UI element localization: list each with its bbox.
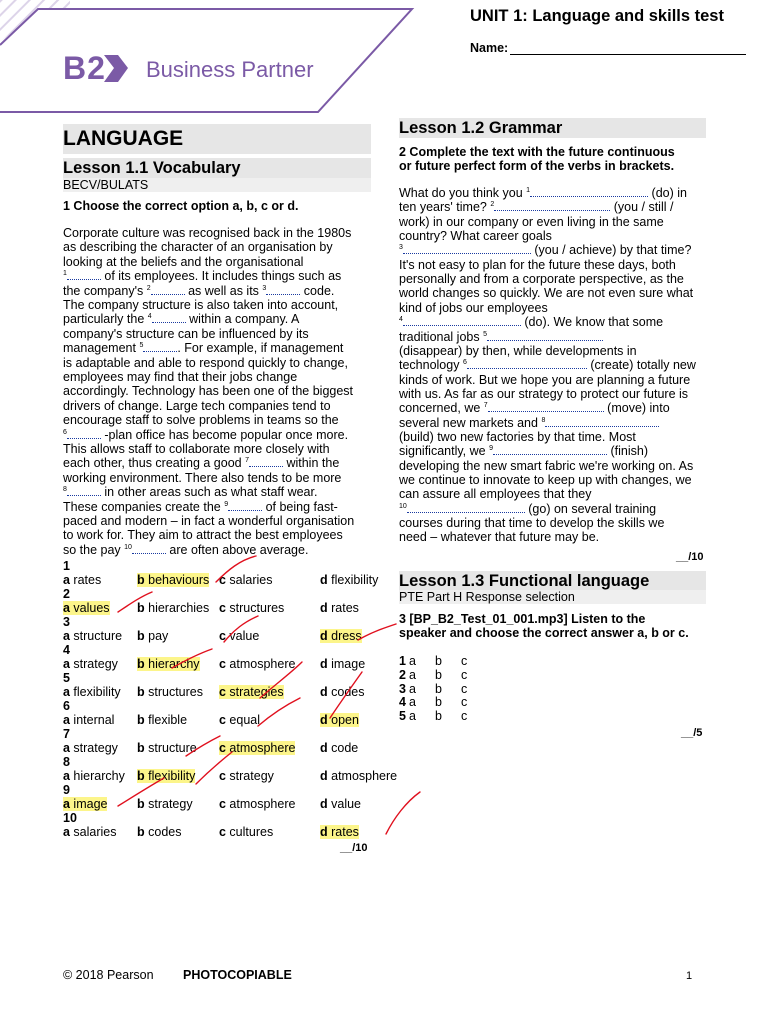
name-label: Name:: [470, 41, 509, 55]
option-text: structures: [225, 600, 285, 615]
passage-line: [63, 442, 330, 456]
passage-text: (do). We know that some: [520, 315, 664, 330]
listening-option-a[interactable]: a: [409, 667, 416, 682]
passage-text: working environment. There also tends to be more: [63, 470, 342, 485]
grammar-score[interactable]: __/10: [676, 551, 704, 563]
option-text: salaries: [225, 573, 273, 587]
passage-line: [63, 543, 308, 557]
option-text: code: [327, 740, 359, 755]
option-a[interactable]: a strategy: [63, 740, 118, 755]
passage-line: [63, 413, 339, 427]
passage-text: (create) totally new: [586, 358, 696, 373]
passage-line: [399, 530, 599, 544]
gap-number: 8: [541, 416, 546, 424]
option-text: structure: [144, 740, 197, 755]
option-text: internal: [69, 712, 115, 727]
listening-number: 4: [399, 695, 406, 710]
option-d[interactable]: d code: [320, 740, 359, 755]
passage-line: [399, 444, 648, 458]
option-d[interactable]: d value: [320, 796, 361, 811]
footer-page-number: 1: [686, 970, 693, 982]
logo-business-partner: Business Partner: [146, 57, 314, 82]
option-c[interactable]: c structures: [219, 600, 285, 615]
option-text: pay: [144, 628, 169, 643]
passage-text: several new markets and: [399, 415, 542, 430]
option-text: flexibility: [144, 768, 196, 783]
passage-line: [399, 401, 670, 415]
passage-line: [399, 430, 636, 444]
option-a[interactable]: a structure: [63, 628, 123, 643]
listening-option-b[interactable]: b: [435, 667, 442, 682]
option-a[interactable]: a internal: [63, 712, 115, 727]
passage-line: [399, 215, 664, 229]
option-c[interactable]: c strategies: [219, 684, 284, 699]
passage-text: particularly the: [63, 312, 148, 327]
passage-line: [63, 240, 333, 254]
option-c[interactable]: c atmosphere: [219, 796, 296, 811]
option-d[interactable]: d dress: [320, 628, 362, 643]
passage-line: [399, 286, 693, 300]
option-c[interactable]: c value: [219, 628, 260, 643]
logo-b2: B2: [63, 50, 106, 86]
option-text: hierarchy: [144, 656, 200, 671]
passage-line: [63, 341, 343, 355]
gap-number: 4: [399, 316, 403, 324]
passage-line: [399, 473, 692, 487]
option-a[interactable]: a strategy: [63, 656, 118, 671]
passage-text: (build) two new factories by that time. Most: [399, 429, 636, 444]
option-text: structure: [69, 628, 123, 643]
passage-text: (move) into: [603, 401, 670, 416]
gap-blank[interactable]: [249, 456, 283, 467]
question-options-row: [63, 629, 373, 643]
passage-text: significantly, we: [399, 444, 490, 459]
passage-line: [399, 258, 676, 272]
gap-blank[interactable]: [493, 444, 607, 455]
listening-option-a[interactable]: a: [409, 654, 416, 668]
gap-number: 8: [63, 486, 67, 494]
passage-text: need – whatever that future may be.: [399, 530, 600, 545]
passage-line: [399, 416, 659, 430]
option-b[interactable]: b structures: [137, 684, 203, 699]
passage-text: . For example, if management: [177, 341, 344, 356]
passage-text: of being fast-: [262, 499, 338, 514]
option-text: codes: [144, 824, 182, 839]
gap-blank[interactable]: [67, 269, 101, 280]
question-number: 3: [63, 614, 70, 629]
gap-number: 2: [146, 284, 151, 292]
passage-text: code.: [300, 283, 335, 298]
passage-text: kinds of work. But we hope you are planning a future: [399, 372, 691, 387]
option-a[interactable]: a values: [63, 600, 110, 615]
option-text: open: [327, 712, 359, 727]
option-b[interactable]: b strategy: [137, 796, 193, 811]
option-d[interactable]: d image: [320, 656, 366, 671]
functional-instruction-line-2: speaker and choose the correct answer a, b or c.: [399, 626, 689, 641]
option-text: atmosphere: [225, 740, 296, 755]
passage-text: as well as its: [184, 283, 263, 298]
option-text: value: [225, 628, 260, 643]
option-text: structures: [144, 684, 203, 699]
passage-text: within a company. A: [185, 312, 300, 327]
lesson-1-3-title: Lesson 1.3 Functional language: [399, 571, 706, 591]
functional-instruction-line-1: 3 [BP_B2_Test_01_001.mp3] Listen to the: [399, 612, 646, 626]
option-c[interactable]: c salaries: [219, 573, 273, 587]
option-c[interactable]: c atmosphere: [219, 740, 296, 755]
option-b[interactable]: b flexibility: [137, 768, 196, 783]
option-text: strategy: [144, 796, 193, 811]
listening-option-a[interactable]: a: [409, 695, 416, 710]
option-text: dress: [327, 628, 362, 643]
question-options-row: [63, 685, 373, 699]
option-b[interactable]: b pay: [137, 628, 169, 643]
passage-text: of its employees. It includes things such as: [100, 269, 342, 284]
listening-option-b[interactable]: b: [435, 695, 442, 710]
option-text: cultures: [225, 824, 274, 839]
grammar-instruction-line-2: or future perfect form of the verbs in brackets.: [399, 159, 675, 174]
grammar-instruction: [399, 145, 675, 174]
passage-text: concerned, we: [399, 401, 484, 416]
passage-text: It's not easy to plan for the future these days, both: [399, 257, 676, 272]
option-text: salaries: [69, 824, 117, 839]
question-options-row: [63, 573, 379, 587]
question-options-row: [63, 741, 373, 755]
vocab-score[interactable]: __/10: [340, 842, 368, 854]
question-options-row: [63, 601, 373, 615]
name-field-line[interactable]: [510, 54, 746, 55]
passage-line: [63, 528, 343, 542]
option-text: strategy: [225, 768, 274, 783]
passage-text: What do you think you: [399, 186, 527, 200]
option-b[interactable]: b hierarchies: [137, 600, 210, 615]
listening-number: 5: [399, 709, 406, 724]
option-text: rates: [69, 573, 102, 587]
option-b[interactable]: b structure: [137, 740, 197, 755]
passage-text: can assure all employees that they: [399, 487, 592, 502]
gap-number: 4: [147, 313, 152, 321]
gap-number: 1: [526, 187, 531, 194]
question-number: 7: [63, 726, 70, 741]
passage-text: management: [63, 341, 140, 356]
option-d[interactable]: d atmosphere: [320, 768, 398, 783]
option-d[interactable]: d flexibility: [320, 573, 379, 587]
passage-line: [63, 327, 309, 341]
passage-text: company's structure can be influenced by its: [63, 326, 309, 341]
option-text: codes: [327, 684, 365, 699]
gap-blank[interactable]: [151, 284, 185, 295]
listening-item: [399, 710, 479, 724]
option-text: atmosphere: [225, 796, 296, 811]
passage-line: [399, 516, 664, 530]
passage-text: with us. As far as our strategy to protect our future is: [399, 386, 689, 401]
passage-text: each other, thus creating a good: [63, 456, 246, 471]
functional-score[interactable]: __/5: [681, 727, 703, 739]
gap-number: 3: [399, 244, 403, 252]
passage-text: These companies create the: [63, 499, 225, 514]
option-text: flexibility: [69, 684, 121, 699]
option-b[interactable]: b hierarchy: [137, 656, 200, 671]
pte-tag: PTE Part H Response selection: [399, 590, 706, 604]
option-text: image: [69, 796, 108, 811]
gap-number: 7: [483, 402, 488, 410]
listening-option-c[interactable]: c: [461, 654, 468, 668]
gap-number: 6: [63, 428, 67, 436]
question-number: 9: [63, 782, 70, 797]
passage-line: [63, 255, 303, 269]
listening-item: [399, 669, 479, 683]
passage-text: traditional jobs: [399, 329, 484, 344]
gap-blank[interactable]: [494, 200, 610, 211]
option-a[interactable]: a rates: [63, 573, 102, 587]
gap-blank[interactable]: [403, 243, 531, 254]
option-d[interactable]: d rates: [320, 824, 359, 839]
question-number: 10: [63, 810, 77, 825]
passage-line: [399, 502, 656, 516]
passage-line: [399, 330, 603, 344]
passage-line: [399, 358, 696, 372]
passage-text: -plan office has become popular once more.: [100, 427, 349, 442]
passage-text: world changes so quickly. We are not even sure what: [399, 286, 694, 301]
passage-line: [63, 514, 354, 528]
passage-line: [63, 269, 341, 283]
passage-line: [63, 298, 338, 312]
question-options-row: [63, 797, 373, 811]
passage-line: [63, 226, 351, 240]
option-text: hierarchies: [144, 600, 210, 615]
option-text: behaviours: [144, 573, 210, 587]
option-text: strategy: [69, 740, 118, 755]
passage-text: technology: [399, 358, 463, 373]
passage-text: developing the new smart fabric we're working on. As: [399, 458, 694, 473]
passage-text: This allows staff to collaborate more closely with: [63, 442, 330, 456]
passage-line: [399, 272, 684, 286]
passage-text: personally and from a corporate perspective, as the: [399, 272, 684, 287]
option-text: flexible: [144, 712, 188, 727]
listening-option-c[interactable]: c: [461, 667, 468, 682]
option-text: flexibility: [327, 573, 379, 587]
gap-blank[interactable]: [67, 428, 101, 439]
gap-number: 9: [489, 445, 493, 453]
gap-blank[interactable]: [487, 330, 603, 341]
lesson-1-1-title: Lesson 1.1 Vocabulary: [63, 158, 371, 178]
passage-line: [63, 399, 331, 413]
listening-number: 1: [399, 654, 406, 668]
passage-text: employees may find that their jobs change: [63, 370, 298, 384]
option-b[interactable]: b behaviours: [137, 573, 210, 587]
question-options-row: [63, 768, 398, 783]
gap-number: 3: [262, 284, 267, 292]
passage-line: [399, 373, 690, 387]
question-options-row: [63, 657, 373, 671]
gap-number: 7: [245, 457, 249, 465]
option-d[interactable]: d codes: [320, 684, 365, 699]
passage-text: country? What career goals: [399, 229, 552, 244]
passage-text: are often above average.: [165, 542, 309, 557]
passage-line: [63, 428, 348, 442]
passage-line: [63, 456, 339, 470]
listening-item: [399, 655, 479, 669]
gap-number: 5: [139, 342, 144, 350]
passage-text: courses during that time to develop the skills we: [399, 516, 665, 531]
option-c[interactable]: c strategy: [219, 768, 274, 783]
passage-line: [399, 315, 663, 329]
option-text: strategy: [69, 656, 118, 671]
passage-line: [399, 186, 687, 200]
gap-blank[interactable]: [266, 284, 300, 295]
passage-text: ten years' time?: [399, 200, 491, 215]
option-text: value: [327, 796, 361, 811]
option-c[interactable]: c cultures: [219, 824, 274, 839]
option-text: values: [69, 600, 110, 615]
listening-number: 2: [399, 667, 406, 682]
gap-number: 6: [462, 359, 467, 367]
passage-text: (you / achieve) by that time?: [530, 243, 692, 258]
passage-text: so the pay: [63, 542, 125, 557]
option-b[interactable]: b flexible: [137, 712, 188, 727]
gap-number: 10: [399, 502, 407, 510]
gap-number: 1: [63, 270, 67, 278]
passage-text: work) in our company or even living in the same: [399, 214, 664, 229]
passage-line: [63, 356, 348, 370]
listening-option-c[interactable]: c: [461, 695, 468, 710]
option-c[interactable]: c equal: [219, 712, 261, 727]
passage-text: (do) in: [648, 186, 687, 200]
passage-text: Corporate culture was recognised back in the 1980s: [63, 226, 352, 240]
listening-option-a[interactable]: a: [409, 681, 416, 696]
gap-number: 9: [224, 500, 229, 508]
gap-blank[interactable]: [403, 315, 521, 326]
gap-blank[interactable]: [143, 341, 177, 352]
gap-number: 5: [483, 330, 487, 338]
option-text: atmosphere: [327, 768, 398, 783]
passage-text: we continue to innovate to keep up with changes, we: [399, 473, 692, 487]
option-a[interactable]: a hierarchy: [63, 768, 125, 783]
option-text: strategies: [225, 684, 284, 699]
passage-text: is adaptable and able to respond quickly to change,: [63, 355, 348, 370]
question-number: 5: [63, 670, 70, 685]
gap-blank[interactable]: [67, 485, 101, 496]
option-c[interactable]: c atmosphere: [219, 656, 296, 671]
option-b[interactable]: b codes: [137, 824, 182, 839]
option-text: image: [327, 656, 366, 671]
option-a[interactable]: a image: [63, 796, 108, 811]
passage-line: [399, 344, 637, 358]
passage-line: [63, 312, 299, 326]
passage-text: looking at the beliefs and the organisational: [63, 254, 304, 269]
passage-text: (finish): [607, 444, 648, 459]
passage-text: the company's: [63, 283, 147, 298]
functional-instruction: [399, 612, 689, 641]
lesson-1-2-title: Lesson 1.2 Grammar: [399, 118, 706, 138]
gap-blank[interactable]: [152, 312, 186, 323]
unit-title: UNIT 1: Language and skills test: [470, 7, 724, 25]
vocab-instruction: 1 Choose the correct option a, b, c or d.: [63, 199, 299, 213]
option-a[interactable]: a salaries: [63, 824, 117, 839]
question-number: 2: [63, 586, 70, 601]
option-text: atmosphere: [225, 656, 296, 671]
question-number: 6: [63, 698, 70, 713]
listening-option-b[interactable]: b: [435, 681, 442, 696]
passage-text: accordingly. Technology has been one of the biggest: [63, 384, 354, 399]
listening-option-c[interactable]: c: [461, 709, 468, 724]
passage-line: [63, 284, 334, 298]
passage-text: kind of jobs our employees: [399, 300, 548, 315]
question-number: 8: [63, 754, 70, 769]
passage-line: [63, 384, 353, 398]
gap-number: 10: [124, 543, 132, 551]
gap-blank[interactable]: [467, 358, 587, 369]
pen-stroke: [386, 792, 420, 834]
passage-line: [63, 471, 341, 485]
passage-line: [63, 485, 317, 499]
gap-blank[interactable]: [228, 500, 262, 511]
passage-line: [399, 387, 688, 401]
option-d[interactable]: d rates: [320, 600, 359, 615]
gap-blank[interactable]: [407, 502, 525, 513]
passage-text: to work for. They aim to attract the best employees: [63, 528, 343, 543]
gap-blank[interactable]: [488, 401, 604, 412]
gap-number: 2: [490, 201, 495, 209]
passage-text: (disappear) by then, while developments in: [399, 343, 637, 358]
passage-text: drivers of change. Large tech companies tend to: [63, 398, 331, 413]
passage-text: within the: [282, 456, 340, 471]
question-number: 1: [63, 559, 70, 573]
question-options-row: [63, 825, 373, 839]
passage-text: (go) on several training: [524, 501, 657, 516]
gap-blank[interactable]: [132, 543, 166, 554]
passage-text: as describing the character of an organisation by: [63, 240, 333, 255]
question-options-row: [63, 713, 373, 727]
question-number: 4: [63, 642, 70, 657]
footer-photocopiable: PHOTOCOPIABLE: [183, 968, 292, 982]
passage-text: The company structure is also taken into account,: [63, 298, 339, 312]
gap-blank[interactable]: [530, 186, 648, 197]
passage-text: in other areas such as what staff wear.: [100, 485, 318, 500]
listening-number: 3: [399, 681, 406, 696]
option-text: hierarchy: [69, 768, 125, 783]
option-text: rates: [327, 824, 359, 839]
option-text: equal: [225, 712, 261, 727]
passage-line: [399, 459, 693, 473]
gap-blank[interactable]: [545, 416, 659, 427]
passage-line: [399, 229, 552, 243]
passage-text: paced and modern – in fact a wonderful organisation: [63, 514, 355, 528]
exam-tag-becv: BECV/BULATS: [63, 178, 371, 192]
passage-line: [399, 301, 548, 315]
option-a[interactable]: a flexibility: [63, 684, 121, 699]
listening-option-c[interactable]: c: [461, 681, 468, 696]
grammar-instruction-line-1: 2 Complete the text with the future continuous: [399, 145, 675, 159]
passage-line: [399, 487, 591, 501]
option-text: rates: [327, 600, 359, 615]
option-d[interactable]: d open: [320, 712, 359, 727]
footer-copyright: © 2018 Pearson: [63, 968, 154, 982]
passage-line: [399, 243, 691, 257]
passage-text: (you / still /: [610, 200, 674, 215]
passage-line: [63, 370, 297, 384]
passage-text: encourage staff to solve problems in teams so the: [63, 413, 339, 428]
passage-line: [399, 200, 673, 214]
section-title-language: LANGUAGE: [63, 124, 371, 154]
listening-option-a[interactable]: a: [409, 709, 416, 724]
listening-option-b[interactable]: b: [435, 709, 442, 724]
passage-line: [63, 500, 338, 514]
listening-option-b[interactable]: b: [435, 654, 442, 668]
